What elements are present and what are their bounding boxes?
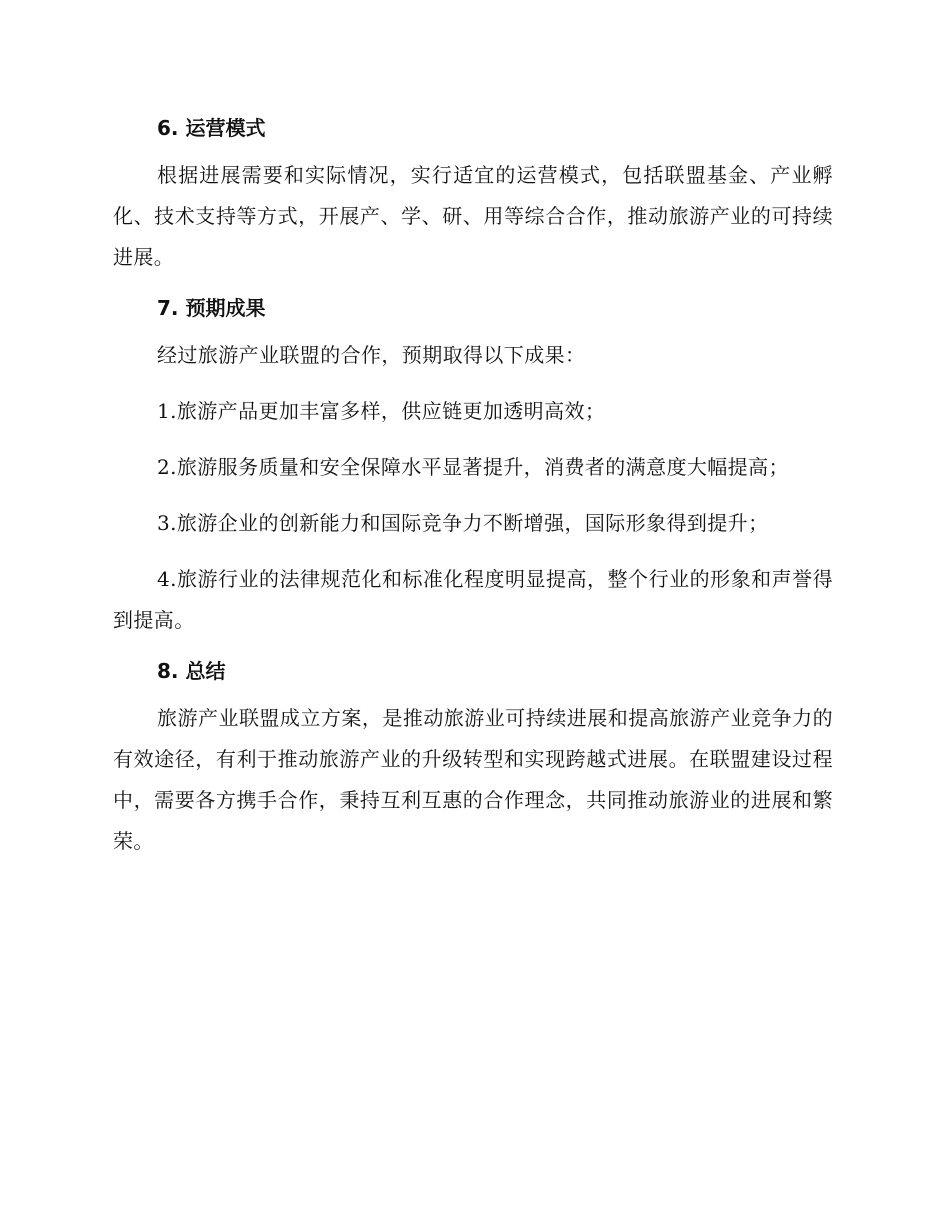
expected-result-item-1: 1.旅游产品更加丰富多样，供应链更加透明高效； [157, 399, 606, 423]
section-heading-operation-mode: 6. 运营模式 [157, 116, 266, 140]
expected-result-item-4: 4.旅游行业的法律规范化和标准化程度明显提高，整个行业的形象和声誉得到提高。 [113, 567, 833, 632]
operation-mode-paragraph: 根据进展需要和实际情况，实行适宜的运营模式，包括联盟基金、产业孵化、技术支持等方式，开展产、学、研、用等综合合作，推动旅游产业的可持续进展。 [113, 163, 833, 269]
expected-result-item-3: 3.旅游企业的创新能力和国际竞争力不断增强，国际形象得到提升； [157, 511, 769, 535]
document-body [113, 113, 833, 862]
expected-result-item-2: 2.旅游服务质量和安全保障水平显著提升，消费者的满意度大幅提高； [157, 455, 789, 479]
summary-paragraph: 旅游产业联盟成立方案，是推动旅游业可持续进展和提高旅游产业竞争力的有效途径，有利于推动旅游产业的升级转型和实现跨越式进展。在联盟建设过程中，需要各方携手合作，秉持互利互惠的合作理念，共同推动旅游业的进展和繁荣。 [113, 706, 833, 853]
expected-results-intro: 经过旅游产业联盟的合作，预期取得以下成果： [157, 343, 586, 367]
section-heading-summary: 8. 总结 [157, 659, 226, 683]
section-heading-expected-results: 7. 预期成果 [157, 296, 266, 320]
